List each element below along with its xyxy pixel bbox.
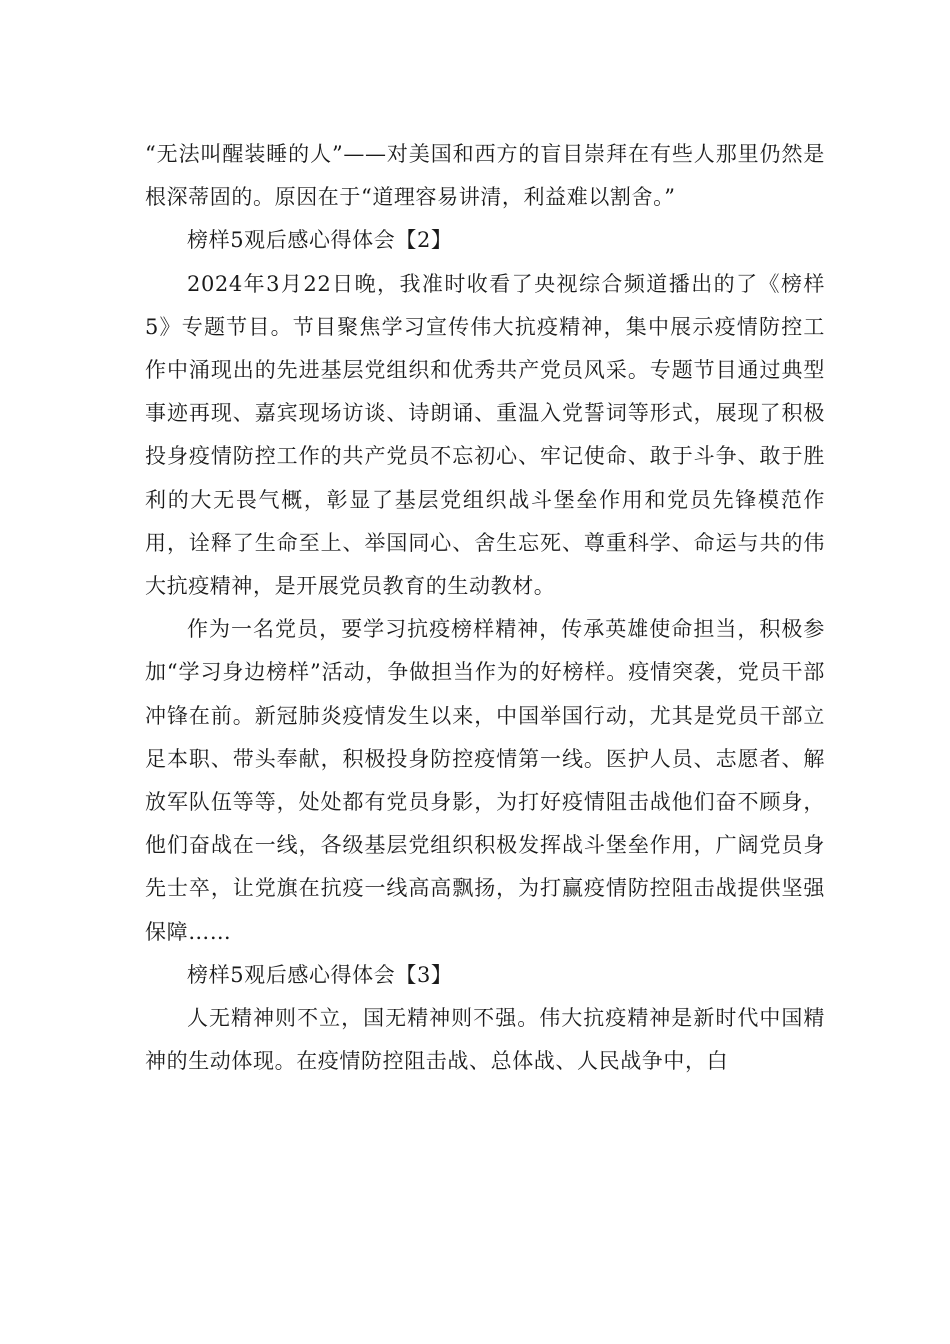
- section-heading-2: 榜样5观后感心得体会【2】: [187, 228, 453, 253]
- document-body: [145, 133, 825, 1083]
- paragraph-spirit: 人无精神则不立，国无精神则不强。伟大抗疫精神是新时代中国精神的生动体现。在疫情防控阻击战、总体战、人民战争中，白: [145, 1006, 825, 1074]
- paragraph-party-member: 作为一名党员，要学习抗疫榜样精神，传承英雄使命担当，积极参加“学习身边榜样”活动，争做担当作为的好榜样。疫情突袭，党员干部冲锋在前。新冠肺炎疫情发生以来，中国举国行动，尤其是党员干部立足本职、带头奉献，积极投身防控疫情第一线。医护人员、志愿者、解放军队伍等等，处处都有党员身影，为打好疫情阻击战他们奋不顾身，他们奋战在一线，各级基层党组织积极发挥战斗堡垒作用，广阔党员身先士卒，让党旗在抗疫一线高高飘扬，为打赢疫情防控阻击战提供坚强保障……: [145, 617, 825, 944]
- paragraph-quote-continuation: “无法叫醒装睡的人”——对美国和西方的盲目崇拜在有些人那里仍然是根深蒂固的。原因在于“道理容易讲清，利益难以割舍。”: [145, 142, 825, 210]
- section-heading-3: 榜样5观后感心得体会【3】: [187, 962, 453, 987]
- paragraph-program-summary: 2024年3月22日晚，我准时收看了央视综合频道播出的了《榜样5》专题节目。节目聚焦学习宣传伟大抗疫精神，集中展示疫情防控工作中涌现出的先进基层党组织和优秀共产党员风采。专题节目通过典型事迹再现、嘉宾现场访谈、诗朗诵、重温入党誓词等形式，展现了积极投身疫情防控工作的共产党员不忘初心、牢记使命、敢于斗争、敢于胜利的大无畏气概，彰显了基层党组织战斗堡垒作用和党员先锋模范作用，诠释了生命至上、举国同心、舍生忘死、尊重科学、命运与共的伟大抗疫精神，是开展党员教育的生动教材。: [145, 271, 825, 599]
